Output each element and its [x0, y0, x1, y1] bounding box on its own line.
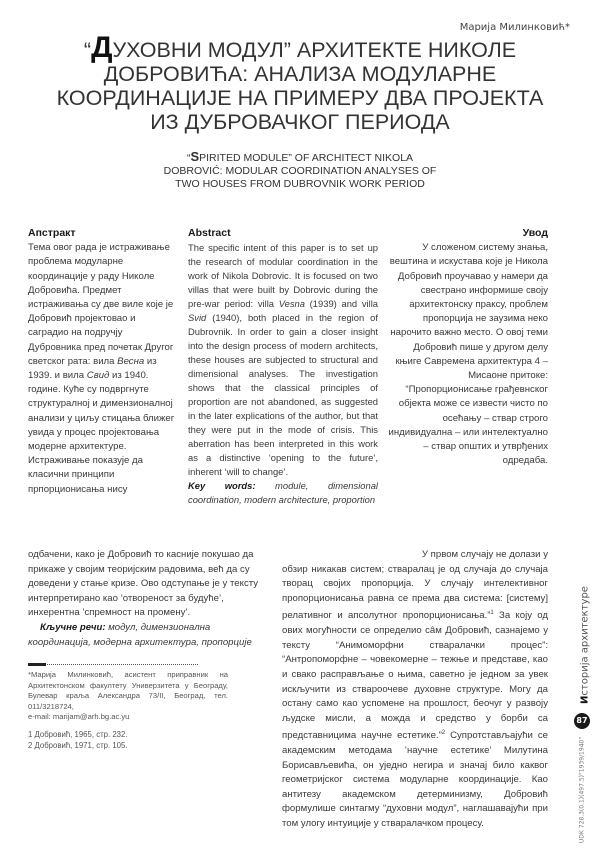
abstract-en-text-1: The specific intent of this paper is to set up the research of modular coordination in the work of Nikola Dobrovic. It is focused on two villas that were built by Dobrovic during the pre-war period: villa	[188, 242, 378, 309]
villa-svid-sr: Свид	[86, 370, 110, 382]
introduction-heading: Увод	[522, 227, 548, 239]
intro-para-2-c: Супротстављајући се академским методама ’научне естетике’ Милутина Борисављевића, он уједно негира и значај било каквог геометријског система модуларне координације. Као антитезу академском детерминизму, Добровић формулише синтагму “духовни модул”, наглашавајући при том улогу интуиције у стваралачком процесу.	[282, 730, 548, 830]
abstract-serbian-heading: Апстракт	[28, 227, 76, 239]
reference-2: 2 Добровић, 1971, стр. 105.	[28, 740, 128, 750]
title-quote: “	[83, 38, 92, 62]
author-footnote	[28, 670, 228, 723]
page-title	[40, 31, 560, 134]
abstract-en-text-3: (1940), both placed in the region of Dubrovnik. In order to gain a closer insight into the design process of modern architects, these houses are subjected to structural and dimensional analyses. The investigation shows that the classical principles of proportion are not abandoned, as suggested in the later explications of the author, but that they were put in the mode of crisis. This aberration has been interpreted in this work as a distinctive ‘opening to the future’, inherent ‘will to change’.	[188, 312, 378, 477]
footnote-ref-2[interactable]: 2	[441, 730, 446, 737]
introduction	[388, 226, 548, 468]
intro-para-2-b: За коју од ових могућности се определио сâм Добровић, сазнајемо у тексту “Анимоморфни стваралачки процес”: “Антропоморфне – човекомерне – тежње и представе, као и свако расправљање о њима, саветно је једном за увек искључити из ствароочеве духовне структуре. Могу да остану само као успомене на прошлост, беочуг у развоју људске мисли, а можда и средство у борби са представницима научне естетике.”	[282, 610, 548, 742]
udk-code: UDK 728.3(0.1)(497.5)"1939/1940"	[578, 736, 586, 844]
top-columns	[28, 226, 548, 507]
abstract-serbian-text	[28, 241, 178, 497]
abstract-serbian	[28, 226, 178, 497]
author-name: Марија Милинковић*	[459, 22, 570, 33]
keywords-serbian	[28, 621, 268, 650]
journal-side-label	[575, 560, 595, 730]
footnote-ref-1[interactable]: 1	[490, 610, 494, 617]
abstract-sr-text-3: из 1940. године. Куће су подвргнуте структуралној и димензионалној анализи у циљу стицања ближег увида у процес пројектовања модерне архитектуре. Истраживање показује да класични принципи прпорционисања нису	[28, 370, 175, 495]
abstract-en-text-2: (1939) and villa	[304, 298, 378, 309]
villa-svid-en: Svid	[188, 312, 207, 323]
introduction-continued	[282, 548, 548, 832]
keywords-english	[188, 479, 378, 507]
page-number-badge: 87	[574, 713, 590, 729]
abstract-english-heading: Abstract	[188, 227, 231, 239]
english-title-drop-cap: S	[190, 149, 200, 164]
english-title-quote: “	[186, 152, 191, 164]
footnote-divider	[28, 664, 198, 665]
author-email[interactable]: e-mail: marijam@arh.bg.ac.yu	[28, 712, 130, 722]
villa-vesna-sr: Весна	[117, 355, 145, 367]
english-title	[160, 150, 440, 191]
introduction-paragraph-2	[282, 563, 548, 832]
title-text: УХОВНИ МОДУЛ” АРХИТЕКТЕ НИКОЛЕ ДОБРОВИЋА: АНАЛИЗА МОДУЛАРНЕ КООРДИНАЦИЈЕ НА ПРИМЕРУ ДВА ПРОЈЕКТА ИЗ ДУБРОВАЧКОГ ПЕРИОДА	[56, 38, 544, 134]
references	[28, 729, 258, 751]
keywords-en-values: module, dimensional coordination, modern architecture, proportion	[188, 480, 378, 505]
abstract-english	[188, 226, 378, 507]
abstract-serbian-continued	[28, 548, 268, 751]
abstract-english-text	[188, 241, 378, 479]
intro-para-2-rest: обзир никакав систем; стваралац је од случаја до случаја творац својих пропорција. У случају интелективног пропорционисања равна се према два система: [систему] релативног и апсолутног пропорционисања.”	[282, 563, 548, 622]
footnotes	[28, 664, 258, 751]
english-title-text: PIRITED MODULE” OF ARCHITECT NIKOLA DOBROVIĆ: MODULAR COORDINATION ANALYSES OF TWO HOUSES FROM DUBROVNIK WORK PERIOD	[163, 152, 437, 190]
keywords-en-label: Key words:	[188, 480, 256, 491]
introduction-paragraph-2-start: У првом случају не долази у	[421, 549, 548, 560]
abstract-serbian-continuation: одбачени, како је Добровић то касније покушао да прикаже у својим теоријским радовима, већ да су доведени у стање кризе. Ово одступање је у тексту интерпретирано као ’отвореност за будуће’, инхерентна ’спремност на промену’.	[28, 549, 259, 619]
abstract-sr-text-1: Тема овог рада је истраживање проблема модуларне координације у раду Николе Добровића. Предмет истраживања су две виле које је Добровић пројектовао и саградио на подручју Дубровника пред почетак Другог светског рата: вила	[28, 242, 174, 367]
lower-columns	[28, 548, 548, 832]
journal-name	[580, 586, 591, 704]
author-affiliation: *Марија Милинковић, асистент приправник на Архитектонском факултету Универзитета у Београду, Булевар краља Александра 73/II, Београд, тел. 011/3218724,	[28, 670, 228, 711]
villa-vesna-en: Vesna	[278, 298, 305, 309]
journal-name-rest: сторија архитектуре	[579, 586, 591, 696]
reference-1: 1 Добровић, 1965, стр. 232.	[28, 729, 128, 739]
introduction-paragraph-1: У сложеном систему знања, вештина и искустава које је Никола Добровић проучавао у намери да свестрано информише своју архитектонску праксу, проблем пропорција не заузима неко нарочито важно место. О овој теми Добровић пише у другом делу књиге Савремена архитектура 4 – Мисаоне притоке: “Пропорционисање грађевнског објекта може се извести чисто по осећању – ствар строго индивидуална – или интелектуално – ствар општих и утврђених одредаба.	[388, 242, 548, 467]
keywords-sr-label: Кључне речи:	[40, 621, 106, 633]
keywords-sr-values: модул, димензионална координација, модерна архитектура, пропорције	[28, 621, 252, 648]
abstract-sr-text-2: из 1939. и вила	[28, 355, 157, 382]
journal-initial: И	[579, 695, 591, 704]
title-drop-cap: Д	[91, 31, 113, 64]
